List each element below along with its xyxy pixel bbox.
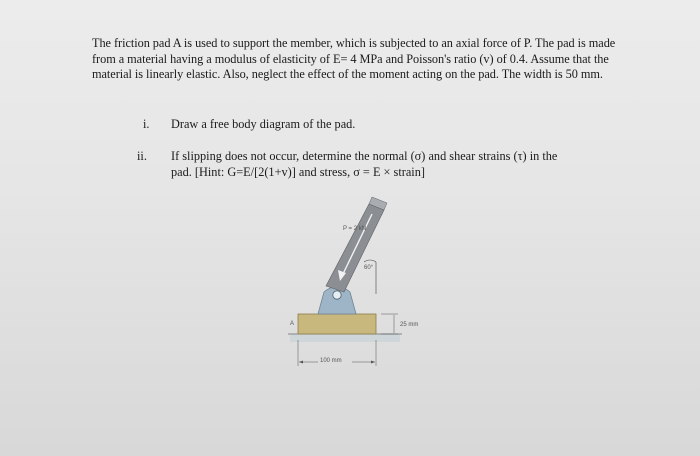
width-label: 100 mm — [320, 358, 342, 364]
item-number: ii. — [137, 149, 147, 163]
problem-paragraph: The friction pad A is used to support the member, which is subjected to an axial force of P. The pad is made from a material having a modulus of elasticity of E= 4 MPa and Poisson's ratio (v) of 0.4. Assume that the material is linearly elastic. Also, neglect the effect of the moment acting on the pad. The width is 50 mm. — [92, 36, 616, 82]
width-arrow-right — [371, 361, 375, 364]
item-text-line-1: If slipping does not occur, determine the normal (σ) and shear strains (τ) in the — [171, 149, 558, 163]
angle-label: 60° — [364, 265, 374, 271]
pin-joint — [333, 291, 341, 299]
angle-arc — [364, 260, 376, 262]
ground-surface — [290, 334, 400, 342]
width-arrow-left — [299, 361, 303, 364]
height-label: 25 mm — [400, 322, 419, 328]
friction-pad — [298, 314, 376, 334]
item-text: Draw a free body diagram of the pad. — [171, 117, 356, 131]
force-label: P = 2 kN — [343, 226, 367, 232]
pad-label: A — [290, 321, 295, 327]
item-number: i. — [143, 117, 150, 131]
item-text-line-2: pad. [Hint: G=E/[2(1+v)] and stress, σ = E × strain] — [171, 164, 425, 179]
